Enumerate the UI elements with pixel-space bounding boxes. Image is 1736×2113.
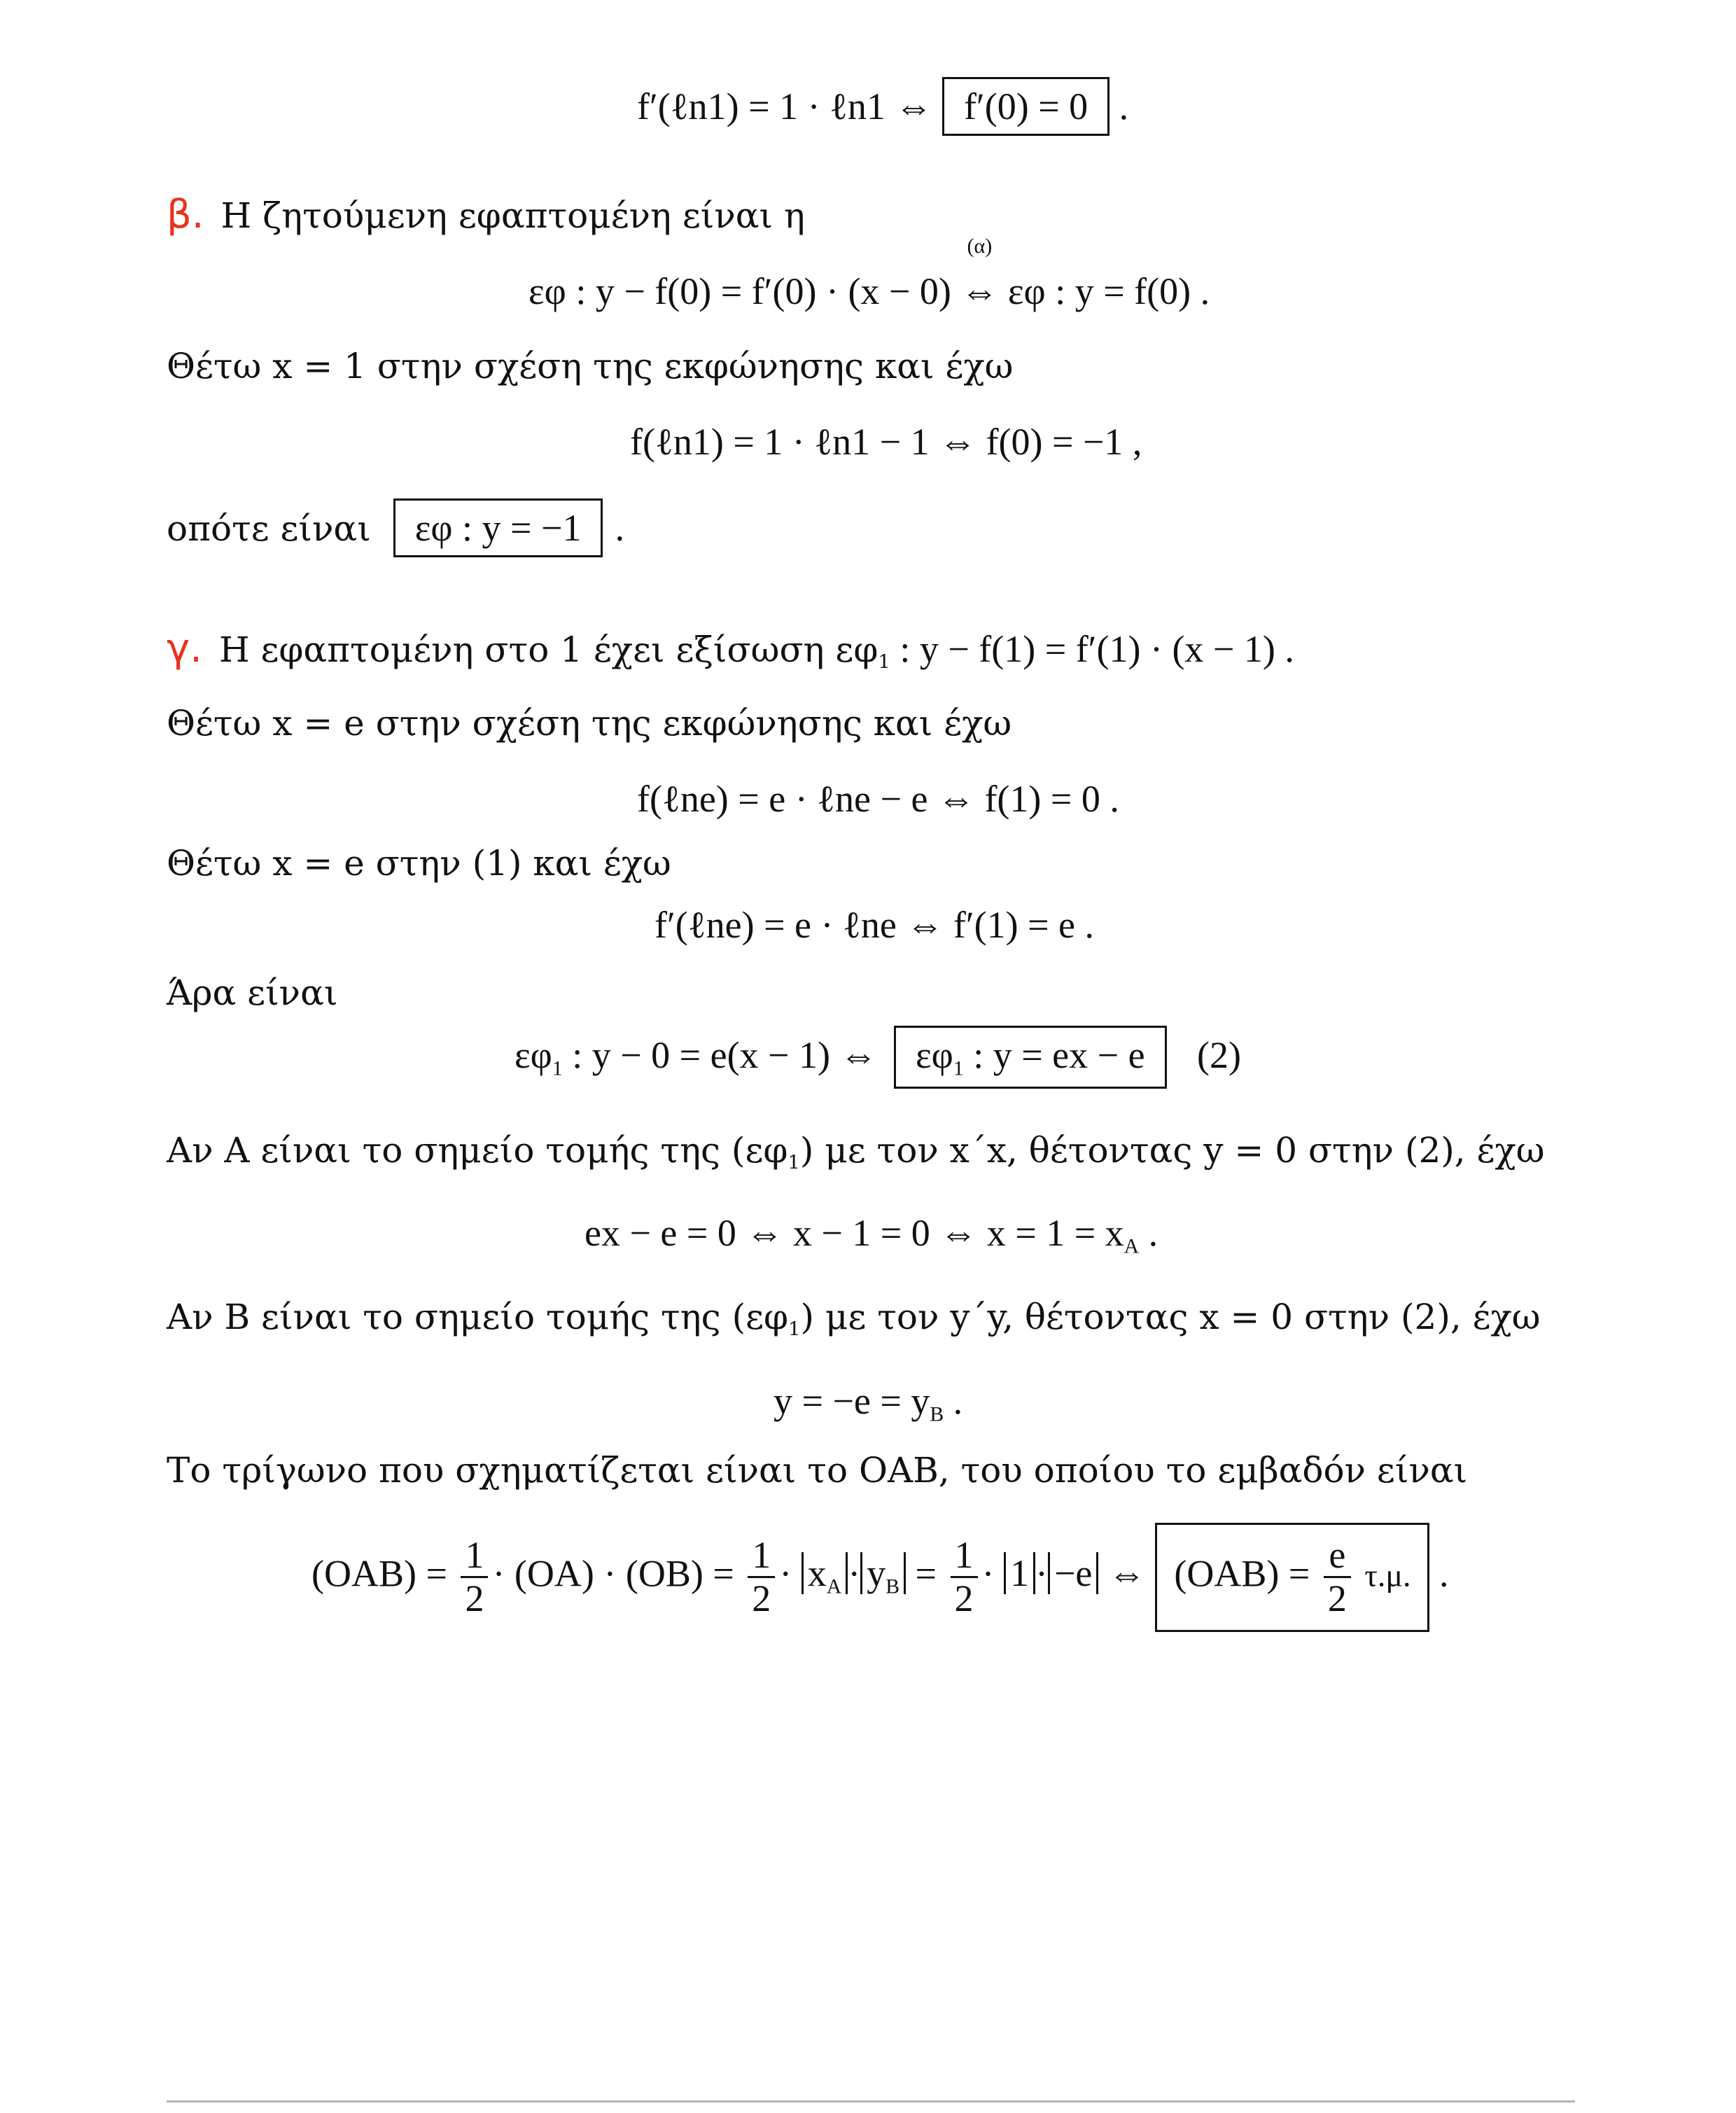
fraction-one-half: $\frac{1}{2}$ <box>951 1535 978 1620</box>
equation-point-b: $y = -e = y_B$ . <box>774 1380 963 1426</box>
abs-yb: $y_B$ <box>860 1552 906 1594</box>
text-set-x-e-eq1: Θέτω x = e στην (1) και έχω <box>167 843 671 884</box>
implication-tag: (α) ⇔ <box>960 235 999 312</box>
equation-tangent-beta: εφ : y − f(0) = f′(0) · (x − 0) (α) ⇔ εφ : y = f(0) . <box>528 235 1210 312</box>
text-therefore: Άρα είναι <box>167 972 338 1013</box>
boxed-result-tangent-gamma: $\varepsilon\varphi_1$ : y = ex − e <box>894 1026 1167 1089</box>
part-gamma-heading: γ. Η εφαπτομένη στο 1 έχει εξίσωση $\varepsilon\varphi_1$ : y − f(1) = f′(1) · (x − 1) . <box>167 626 1294 674</box>
part-beta-marker: β. <box>167 192 204 237</box>
boxed-result-tangent: εφ : y = −1 <box>393 498 603 557</box>
fraction-one-half: $\frac{1}{2}$ <box>748 1535 775 1620</box>
footer-rule <box>167 2100 1575 2102</box>
text-set-x-e: Θέτω x = e στην σχέση της εκφώνησης και έχω <box>167 703 1012 744</box>
abs-one: 1 <box>1004 1552 1035 1594</box>
equation-area: (OAB) = $\frac{1}{2}$ · (OA) · (OB) = $\frac{1}{2}$ · $x_A \cdot y_B$ = $\frac{1}{2}$ · 1 · −e ⇔ (OAB) = $\frac{e}{2}$ τ.μ. . <box>312 1523 1448 1632</box>
text-point-b: Αν Β είναι το σημείο τομής της $(\varepsilon\varphi_1)$ με τον y΄y, θέτοντας x = 0 στην (2), έχω <box>167 1297 1541 1341</box>
equation-f-zero: f(ℓn1) = 1 · ℓn1 − 1 ⇔ f(0) = −1 , <box>630 421 1142 463</box>
part-beta-heading: β. Η ζητούμενη εφαπτομένη είναι η <box>167 192 805 237</box>
boxed-result-area: (OAB) = $\frac{e}{2}$ τ.μ. <box>1155 1523 1429 1632</box>
equation-ref-2: (2) <box>1197 1034 1242 1076</box>
equation-tangent-gamma: $\varepsilon\varphi_1$ : y − 0 = e(x − 1) ⇔ $\varepsilon\varphi_1$ : y = ex − e (2) <box>514 1026 1241 1089</box>
abs-minus-e: −e <box>1048 1552 1098 1594</box>
part-gamma-marker: γ. <box>167 626 202 671</box>
boxed-result-f-prime-zero: f′(0) = 0 <box>942 77 1110 136</box>
equation-f-prime-one: f′(ℓne) = e · ℓne ⇔ f′(1) = e . <box>654 904 1095 946</box>
equation-point-a: ex − e = 0 ⇔ x − 1 = 0 ⇔ $x = 1 = x_A$ . <box>584 1212 1158 1258</box>
fraction-one-half: $\frac{1}{2}$ <box>461 1535 488 1620</box>
equation-f-one: f(ℓne) = e · ℓne − e ⇔ f(1) = 0 . <box>637 778 1119 820</box>
abs-xa: $x_A$ <box>802 1552 848 1594</box>
text-triangle: Το τρίγωνο που σχηματίζεται είναι το ΟΑΒ, του οποίου το εμβαδόν είναι <box>167 1450 1468 1491</box>
equation-f-prime-zero: f′(ℓn1) = 1 · ℓn1 ⇔ f′(0) = 0 . <box>637 77 1128 136</box>
text-point-a: Αν Α είναι το σημείο τομής της $(\varepsilon\varphi_1)$ με τον x΄x, θέτοντας y = 0 στην (2), έχω <box>167 1130 1545 1174</box>
fraction-e-half: $\frac{e}{2}$ <box>1324 1535 1351 1620</box>
text-set-x-1: Θέτω x = 1 στην σχέση της εκφώνησης και έχω <box>167 346 1014 386</box>
text-so-tangent: οπότε είναι εφ : y = −1 . <box>167 498 625 557</box>
